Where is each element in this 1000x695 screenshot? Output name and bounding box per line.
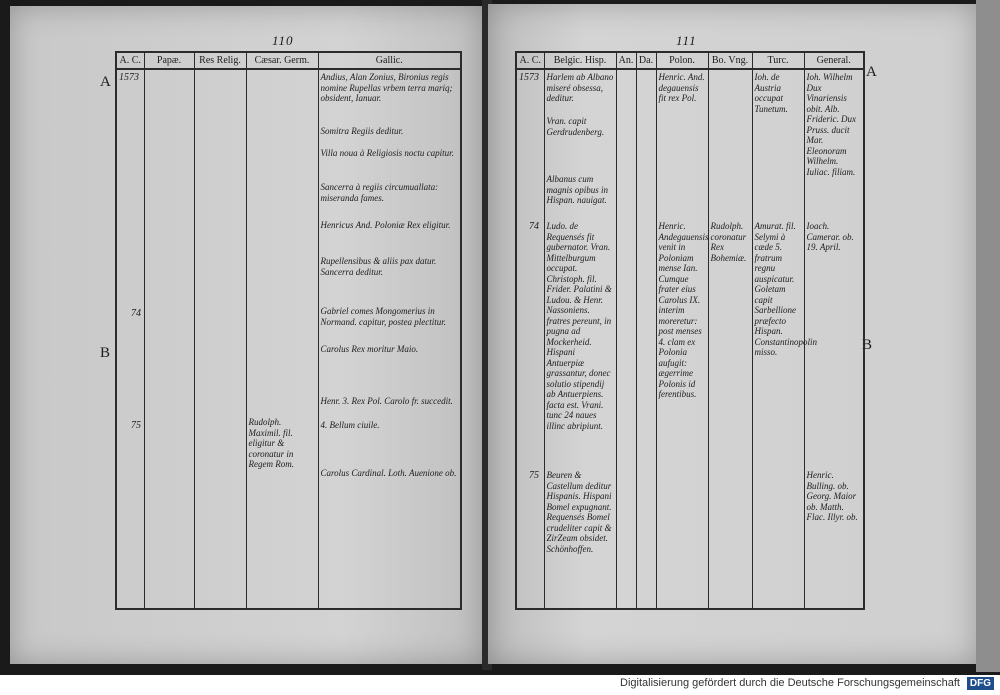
- right-margin-letter-b: B: [862, 337, 873, 353]
- left-margin-letter-a: A: [100, 74, 111, 90]
- column-header: A. C.: [516, 52, 544, 69]
- table-entry: Andius, Alan Zonius, Bironius regis nomine Rupellas vrbem terra mariq; obsident, Ianuar.: [320, 72, 453, 103]
- column-header: Gallic.: [318, 52, 461, 69]
- column-header: Cæsar. Germ.: [246, 52, 318, 69]
- right-header-row: [516, 52, 864, 69]
- da-column: [636, 69, 656, 609]
- year-label: 1573: [119, 72, 139, 83]
- left-margin-letter-b: B: [100, 345, 111, 361]
- right-chronology-table: [515, 51, 865, 610]
- table-entry: Henric. And. degauensis fit rex Pol.: [658, 72, 705, 103]
- table-entry: Henric. Bulling. ob. Georg. Maior ob. Matth. Flac. Illyr. ob.: [806, 470, 858, 522]
- table-entry: Rudolph. Maximil. fil. eligitur & coronatur in Regem Rom.: [248, 417, 294, 469]
- left-chronology-table: [115, 51, 462, 610]
- table-entry: Gabriel comes Mongomerius in Normand. capitur, postea plectitur.: [320, 306, 446, 327]
- year-label: 75: [131, 420, 141, 431]
- an-column: [616, 69, 636, 609]
- table-entry: Ludo. de Requensés fit gubernator. Vran. Mittelburgum occupat. Christoph. fil. Frider. Palatini & Ludou. & Henr. Nassoniens. fratres pereunt, in pugna ad Mockerheid. Hispani Antuerpiæ grassantur, donec solutio stipendij ab Antuerpiens. facta est. Vrani. tunc 24 naues illinc abripiunt.: [546, 221, 612, 431]
- table-entry: Carolus Cardinal. Loth. Auenione ob.: [320, 468, 457, 478]
- right-page-number: 111: [676, 33, 697, 48]
- general-column: [804, 69, 864, 609]
- year-column: [116, 69, 144, 609]
- belgic-hisp-column: [544, 69, 616, 609]
- table-entry: Ioh. de Austria occupat Tunetum.: [754, 72, 788, 114]
- table-entry: Amurat. fil. Selymi à cæde 5. fratrum regnu auspicatur. Goletam capit Sarbellione præfecto Hispan. Constantinopolin misso.: [754, 221, 818, 357]
- column-header: A. C.: [116, 52, 144, 69]
- table-entry: Somitra Regiis deditur.: [320, 126, 404, 136]
- caesar-germ-column: [246, 69, 318, 609]
- gallic-column: [318, 69, 461, 609]
- table-entry: Beuren & Castellum deditur Hispanis. Hispani Bomel expugnant. Requensés Bomel crudeliter capit & ZirZeam obsidet. Schönhoffen.: [546, 470, 612, 554]
- res-relig-column: [194, 69, 246, 609]
- column-header: An.: [616, 52, 636, 69]
- column-header: General.: [804, 52, 864, 69]
- footer-bar: [0, 675, 1000, 695]
- left-page-number: 110: [272, 33, 294, 48]
- year-label: 75: [529, 470, 539, 481]
- right-margin-letter-a: A: [866, 64, 877, 80]
- column-header: Polon.: [656, 52, 708, 69]
- year-label: 74: [529, 221, 539, 232]
- table-entry: Henric. Andegauensis venit in Poloniam mense Ian. Cumque frater eius Carolus IX. interim moreretur: post menses 4. clam ex Polonia aufugit: ægerrime Polonis id ferentibus.: [658, 221, 709, 399]
- table-entry: Harlem ab Albano miseré obsessa, deditur.: [546, 72, 614, 103]
- table-entry: Ioh. Wilhelm Dux Vinariensis obit. Alb. Frideric. Dux Pruss. ducit Mar. Eleonoram Wilhelm. Iuliac. filiam.: [806, 72, 856, 177]
- table-entry: Carolus Rex moritur Maio.: [320, 344, 419, 354]
- column-header: Da.: [636, 52, 656, 69]
- year-label: 1573: [519, 72, 539, 83]
- column-header: Res Relig.: [194, 52, 246, 69]
- table-entry: Henr. 3. Rex Pol. Carolo fr. succedit.: [320, 396, 453, 406]
- polon-column: [656, 69, 708, 609]
- year-label: 74: [131, 308, 141, 319]
- bo-vng-column: [708, 69, 752, 609]
- table-entry: Rudolph. coronatur Rex Bohemiæ.: [710, 221, 747, 263]
- column-header: Belgic. Hisp.: [544, 52, 616, 69]
- table-entry: Vran. capit Gerdrudenberg.: [546, 116, 605, 137]
- dfg-logo: DFG: [967, 677, 994, 690]
- page-edge: [976, 0, 1000, 672]
- table-entry: Villa noua à Religiosis noctu capitur.: [320, 148, 454, 158]
- table-entry: Albanus cum magnis opibus in Hispan. nauigat.: [546, 174, 609, 205]
- table-entry: Rupellensibus & aliis pax datur. Sancerra deditur.: [320, 256, 437, 277]
- table-entry: Henricus And. Poloniæ Rex eligitur.: [320, 220, 451, 230]
- year-column: [516, 69, 544, 609]
- left-header-row: [116, 52, 461, 69]
- table-entry: Sancerra à regiis circumuallata: miseranda fames.: [320, 182, 439, 203]
- column-header: Papæ.: [144, 52, 194, 69]
- table-entry: Ioach. Camerar. ob. 19. April.: [806, 221, 854, 252]
- funding-credit: Digitalisierung gefördert durch die Deutsche Forschungsgemeinschaft: [620, 677, 960, 689]
- table-entry: 4. Bellum ciuile.: [320, 420, 380, 430]
- papae-column: [144, 69, 194, 609]
- column-header: Bo. Vng.: [708, 52, 752, 69]
- column-header: Turc.: [752, 52, 804, 69]
- turc-column: [752, 69, 818, 609]
